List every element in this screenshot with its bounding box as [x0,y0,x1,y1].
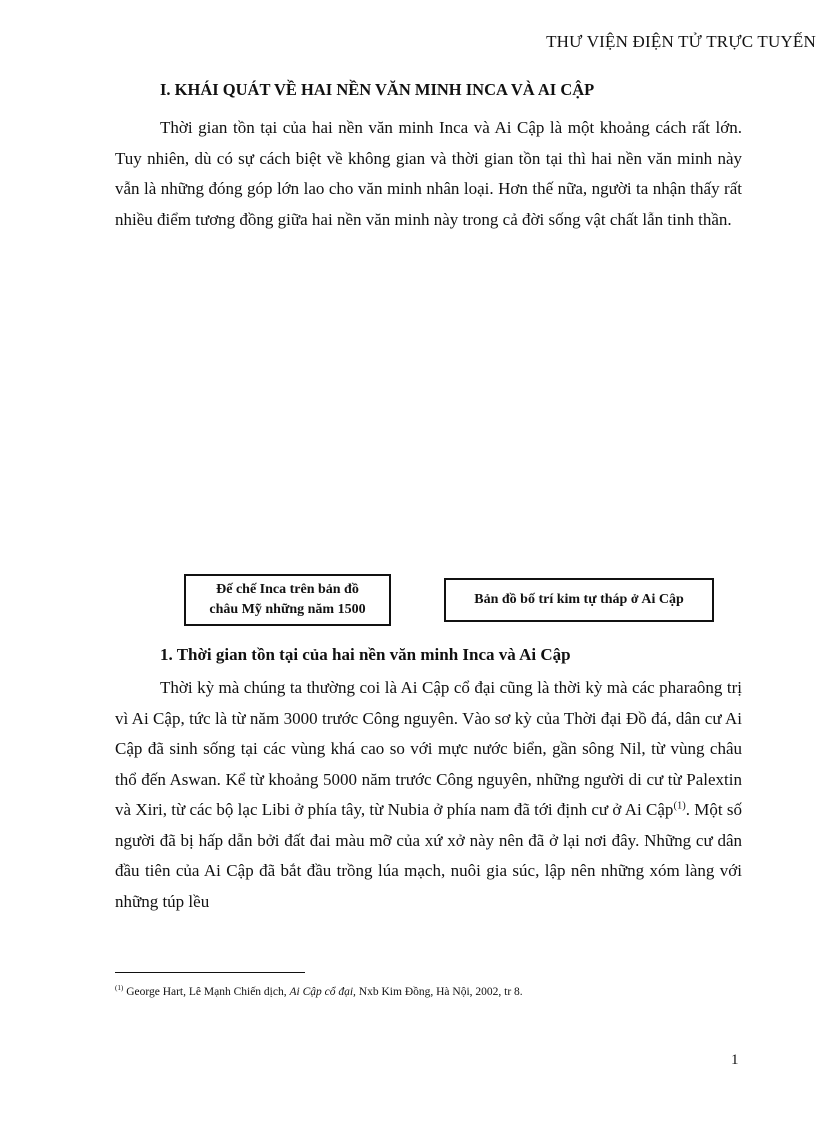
footnote-book-title: Ai Cập cổ đại, [289,986,356,998]
inca-map-caption-line2: châu Mỹ những năm 1500 [209,602,366,617]
footnote-marker: (1) [115,984,124,993]
egypt-pyramid-map-caption-text: Bản đồ bố trí kim tự tháp ở Ai Cập [474,592,684,607]
egypt-pyramid-map-caption [444,578,714,622]
intro-text: Thời gian tồn tại của hai nền văn minh Inca và Ai Cập là một khoảng cách rất lớn. Tuy nhiên, dù có sự cách biệt về không gian và thời gian tồn tại thì hai nền văn minh này vẫn là những đóng góp lớn lao cho văn minh nhân loại. Hơn thế nữa, người ta nhận thấy rất nhiều điểm tương đồng giữa hai nền văn minh này trong cả đời sống vật chất lẫn tinh thần. [115,118,742,229]
intro-paragraph [115,113,742,235]
inca-map-caption-line1: Đế chế Inca trên bản đồ [216,582,359,597]
subsection-heading: 1. Thời gian tồn tại của hai nền văn minh Inca và Ai Cập [160,645,571,664]
history-text-part1: Thời kỳ mà chúng ta thường coi là Ai Cập cổ đại cũng là thời kỳ mà các pharaông trị vì Ai Cập, tức là từ năm 3000 trước Công nguyên. Vào sơ kỳ của Thời đại Đồ đá, dân cư Ai Cập đã sinh sống tại các vùng khá cao so với mực nước biển, gần sông Nil, từ vùng châu thổ đến Aswan. Kể từ khoảng 5000 năm trước Công nguyên, những người di cư từ Palextin và Xiri, từ các bộ lạc Libi ở phía tây, từ Nubia ở phía nam đã tới định cư ở Ai Cập [115,678,742,819]
footnote-text-after: Nxb Kim Đồng, Hà Nội, 2002, tr 8. [355,986,523,998]
library-header-title: THƯ VIỆN ĐIỆN TỬ TRỰC TUYẾN [546,32,816,51]
history-text-part2: . Một số người đã bị hấp dẫn bởi đất đai màu mỡ của xứ xở này nên đã ở lại nơi đây. Những cư dân đầu tiên của Ai Cập đã bắt đầu trồng lúa mạch, nuôi gia súc, lập nên những xóm làng với những túp lều [115,800,742,911]
history-paragraph [115,673,742,917]
footnote-text-before: George Hart, Lê Mạnh Chiến dịch, [123,986,290,998]
footnote [115,986,523,998]
footnote-divider [115,972,305,973]
section-heading: I. KHÁI QUÁT VỀ HAI NỀN VĂN MINH INCA VÀ AI CẬP [160,80,595,99]
page-number: 1 [731,1052,739,1068]
footnote-reference[interactable]: (1) [673,800,686,812]
inca-map-caption [184,574,391,626]
